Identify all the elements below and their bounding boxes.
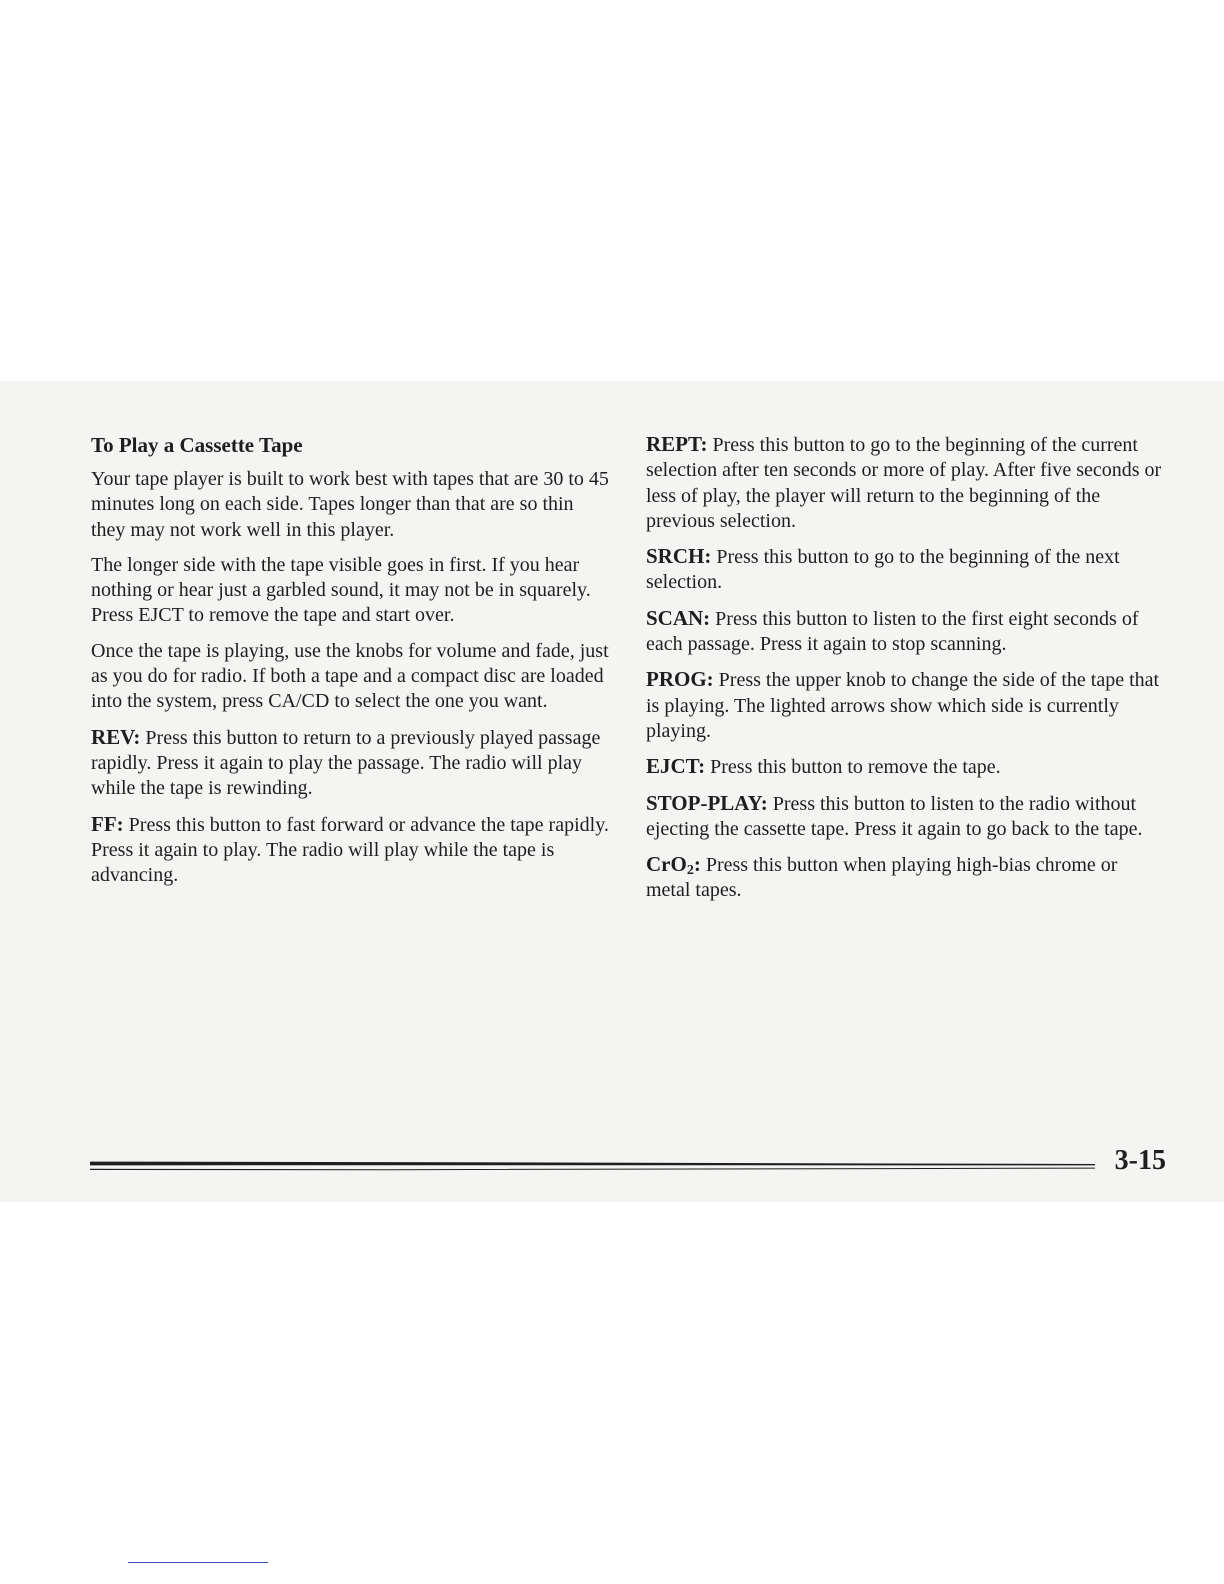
item-ejct [646, 754, 1166, 780]
desc-ff: Press this button to fast forward or advance the tape rapidly. Press it again to play. The radio will play while the tape is advancing. [91, 813, 609, 887]
item-rept [646, 432, 1166, 534]
term-prog: PROG: [646, 667, 714, 692]
paragraph-insert-tape: The longer side with the tape visible goes in first. If you hear nothing or hear just a garbled sound, it may not be in squarely. Press EJCT to remove the tape and start over. [91, 553, 591, 627]
desc-rept: Press this button to go to the beginning of the current selection after ten seconds or more of play. After five seconds or less of play, the player will return to the beginning of the previous selection. [646, 434, 1162, 532]
paragraph-playing-tape: Once the tape is playing, use the knobs for volume and fade, just as you do for radio. If both a tape and a compact disc are loaded into the system, press CA/CD to select the one you want. [91, 639, 609, 713]
page-number: 3-15 [1114, 1145, 1166, 1176]
desc-stop-play: Press this button to listen to the radio without ejecting the cassette tape. Press it again to go back to the tape. [646, 792, 1143, 840]
term-cro2-subscript: 2 [686, 863, 694, 879]
desc-cro2: Press this button when playing high-bias chrome or metal tapes. [646, 854, 1118, 902]
left-column [91, 432, 611, 898]
term-rev: REV: [91, 724, 141, 749]
desc-rev: Press this button to return to a previously played passage rapidly. Press it again to play the passage. The radio will play while the tape is rewinding. [91, 726, 601, 800]
item-rev [91, 725, 611, 802]
desc-ejct: Press this button to remove the tape. [705, 756, 1001, 779]
item-ff [91, 812, 611, 889]
footer-rule [90, 1161, 1095, 1171]
desc-scan: Press this button to listen to the first eight seconds of each passage. Press it again to stop scanning. [646, 607, 1139, 656]
paragraph-tape-length: Your tape player is built to work best with tapes that are 30 to 45 minutes long on each side. Tapes longer than that are so thin they may not work well in this player. [91, 468, 609, 541]
term-srch: SRCH: [646, 544, 712, 569]
item-stop-play [646, 791, 1166, 843]
desc-srch: Press this button to go to the beginning of the next selection. [646, 546, 1120, 594]
desc-prog: Press the upper knob to change the side of the tape that is playing. The lighted arrows show which side is currently playing. [646, 669, 1160, 742]
term-ejct: EJCT: [646, 754, 706, 779]
term-cro2 [646, 852, 701, 879]
item-prog [646, 667, 1166, 744]
item-scan [646, 606, 1166, 658]
term-stop-play: STOP-PLAY: [646, 790, 768, 815]
term-ff: FF: [91, 811, 124, 836]
item-srch [646, 544, 1166, 596]
term-rept: REPT: [646, 432, 708, 456]
right-column [646, 432, 1166, 914]
bottom-edge-mark [128, 1562, 268, 1563]
section-heading: To Play a Cassette Tape [91, 433, 303, 457]
term-cro2-main: CrO [646, 852, 687, 877]
term-cro2-colon: : [693, 852, 701, 877]
term-scan: SCAN: [646, 605, 711, 630]
item-cro2 [646, 852, 1166, 904]
